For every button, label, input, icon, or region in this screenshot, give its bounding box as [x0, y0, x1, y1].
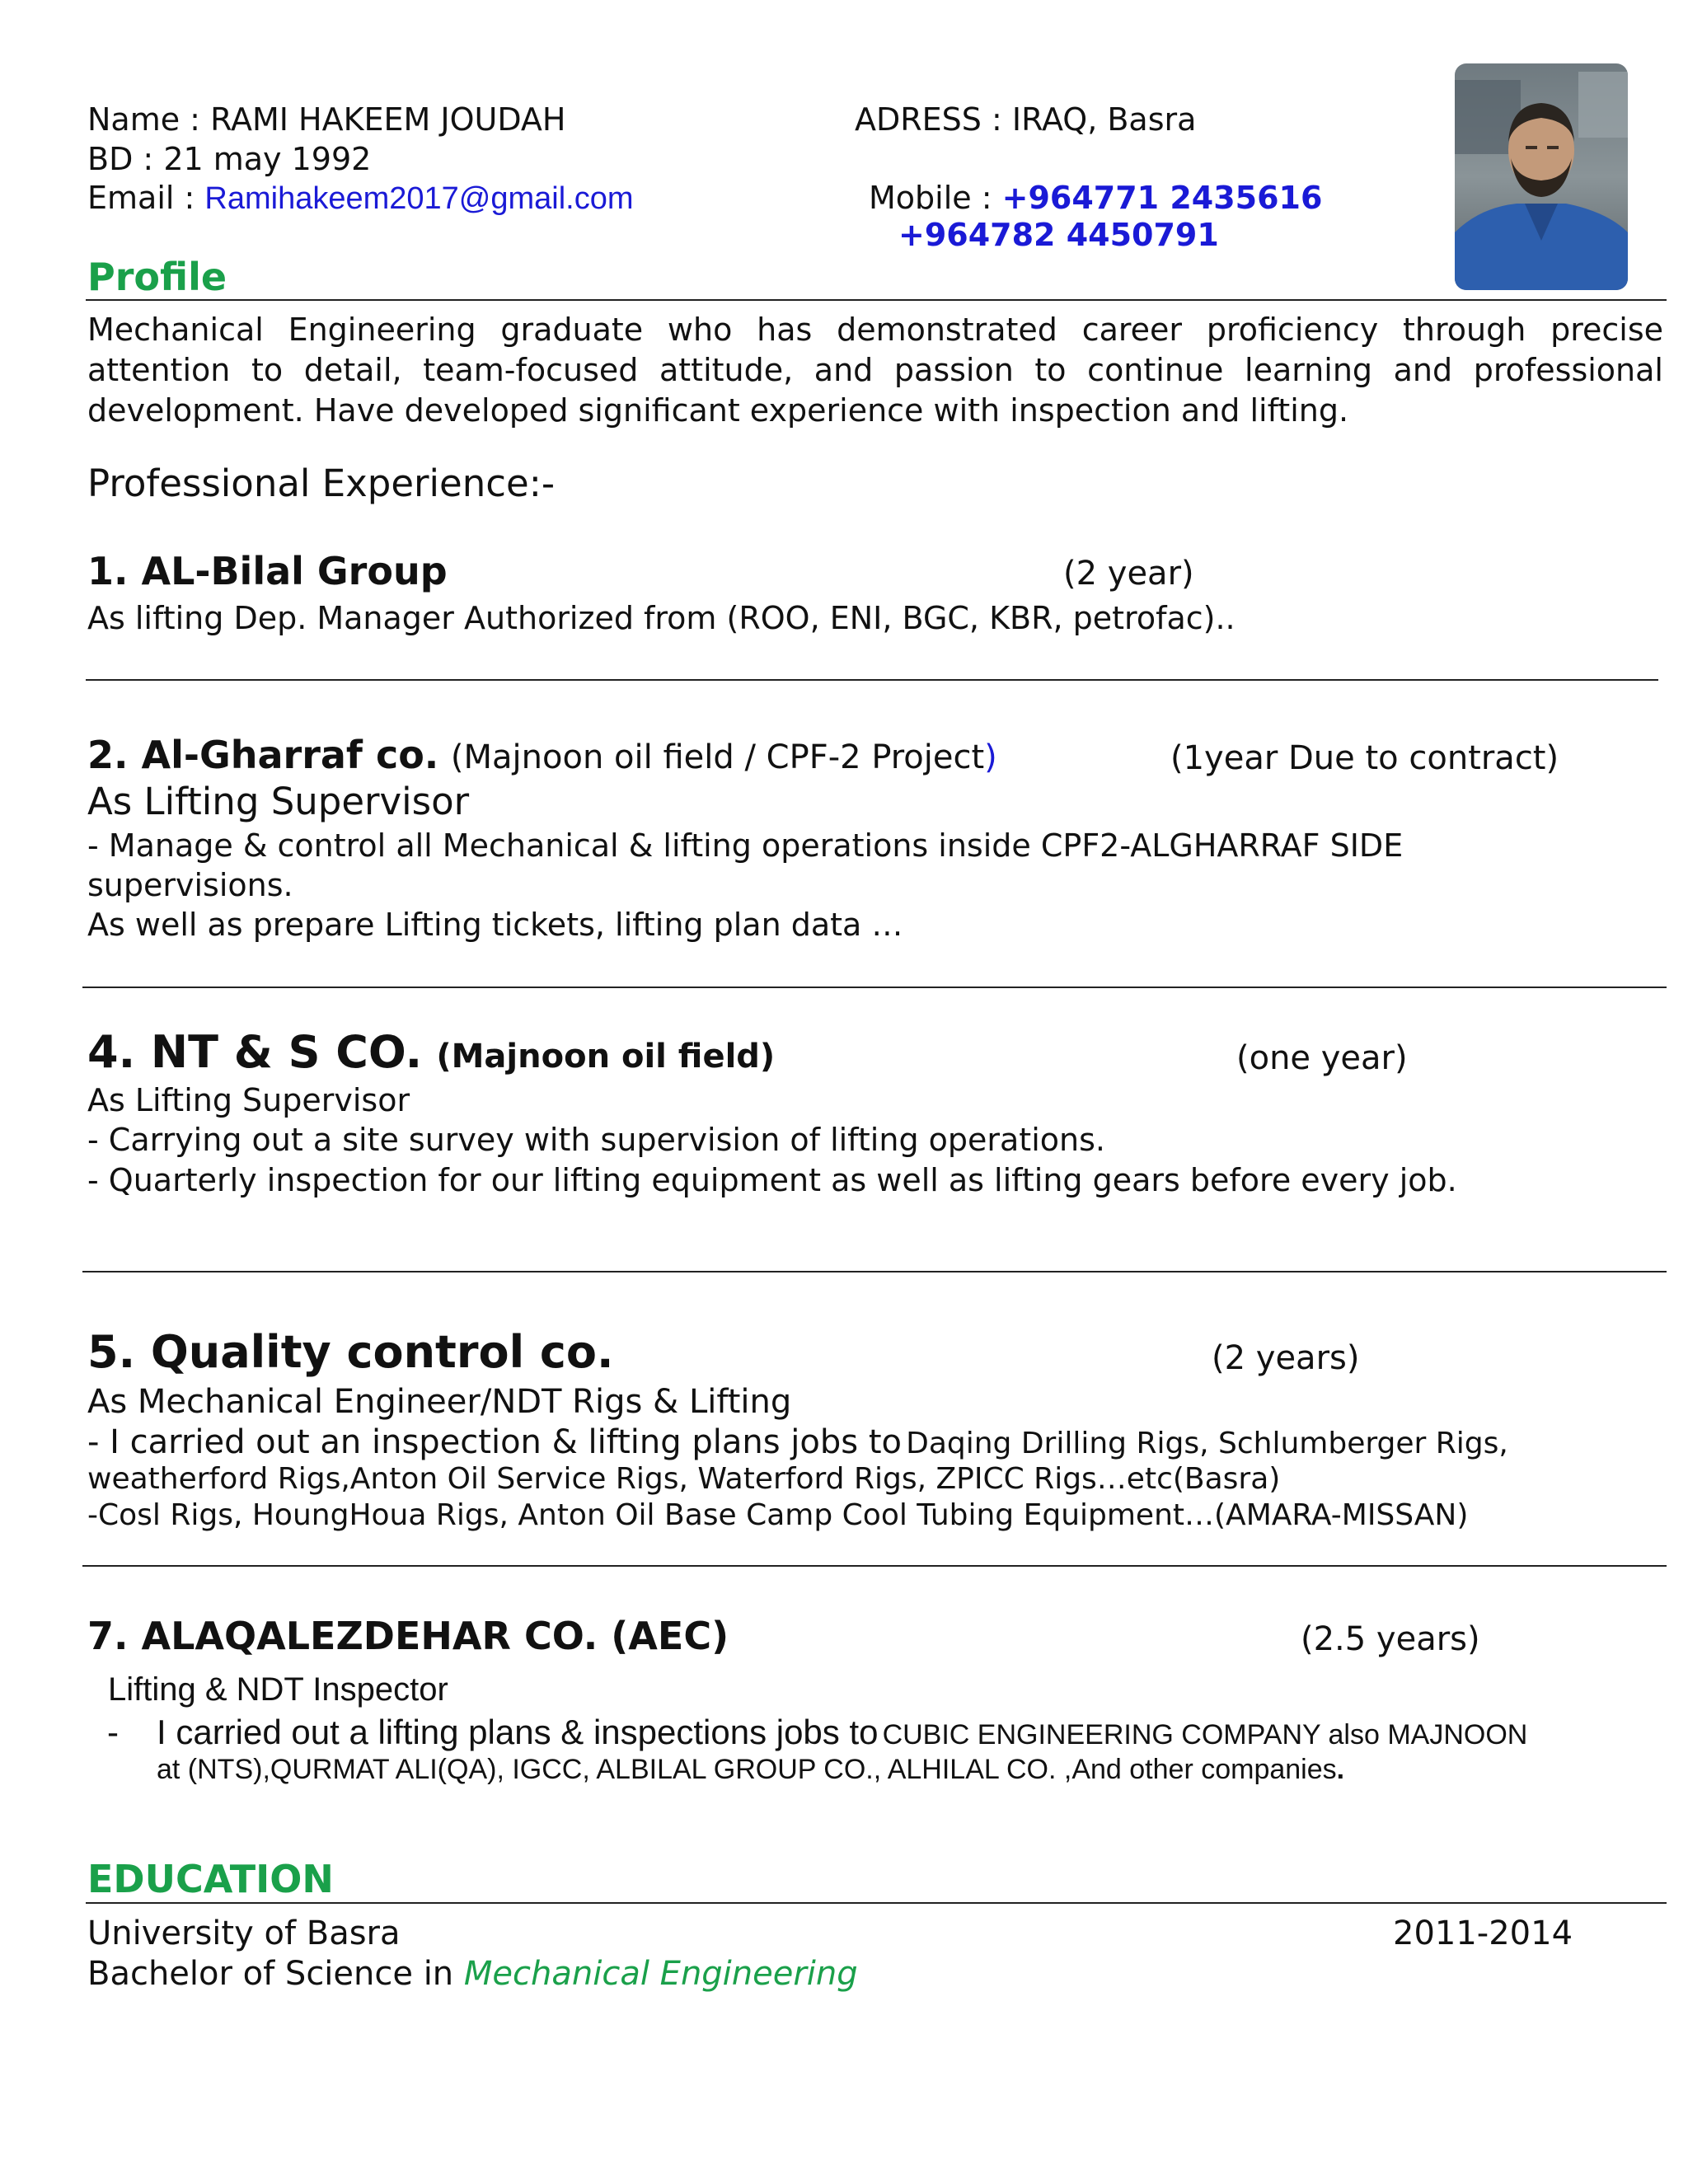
job-7-line-1-b: CUBIC ENGINEERING COMPANY also MAJNOON [882, 1719, 1528, 1750]
job-4-divider [82, 1271, 1667, 1272]
job-1-line-1: As lifting Dep. Manager Authorized from (ROO, ENI, BGC, KBR, petrofac).. [87, 600, 1236, 636]
education-degree-field: Mechanical Engineering [463, 1955, 858, 1993]
job-1-duration: (2 year) [1063, 555, 1194, 593]
bd-value: 21 may 1992 [163, 141, 372, 177]
experience-heading: Professional Experience:- [87, 462, 556, 505]
name-value: RAMI HAKEEM JOUDAH [210, 101, 566, 138]
job-2-role: As Lifting Supervisor [87, 780, 470, 823]
address-label: ADRESS : [855, 101, 1002, 138]
job-7-line-2-text: at (NTS),QURMAT ALI(QA), IGCC, ALBILAL GROUP CO., ALHILAL CO. ,And other companies [157, 1754, 1337, 1785]
mobile-label: Mobile : [869, 180, 992, 216]
address-line [855, 101, 1196, 138]
job-7-role: Lifting & NDT Inspector [108, 1671, 448, 1708]
education-heading: EDUCATION [87, 1857, 334, 1901]
education-degree [87, 1954, 858, 1994]
job-7-line-1 [157, 1712, 1527, 1755]
job-7-title: 7. ALAQALEZDEHAR CO. (AEC) [87, 1614, 729, 1658]
job-7-bullet: - [107, 1713, 119, 1751]
job-1-title: 1. AL-Bilal Group [87, 549, 448, 593]
name-label: Name : [87, 101, 200, 138]
mobile-number-1: +964771 2435616 [1001, 180, 1323, 216]
job-2-subtitle-end: ) [984, 738, 997, 776]
email-label: Email : [87, 180, 195, 216]
person-photo-icon [1455, 63, 1628, 290]
mobile-line [869, 179, 1322, 217]
job-5-line-1-b: Daqing Drilling Rigs, Schlumberger Rigs, [906, 1427, 1508, 1460]
education-school: University of Basra [87, 1915, 401, 1952]
job-5-line-2: weatherford Rigs,Anton Oil Service Rigs, Waterford Rigs, ZPICC Rigs…etc(Basra) [87, 1462, 1281, 1496]
job-7-duration: (2.5 years) [1301, 1620, 1480, 1658]
birthdate-line [87, 140, 371, 178]
job-2-heading-line [87, 732, 997, 780]
job-5-line-3: -Cosl Rigs, HoungHoua Rigs, Anton Oil Base Camp Cool Tubing Equipment…(AMARA-MISSAN) [87, 1498, 1469, 1532]
job-4-line-2: - Quarterly inspection for our lifting equipment as well as lifting gears before every job. [87, 1162, 1457, 1198]
email-link[interactable]: Ramihakeem2017@gmail.com [204, 181, 634, 216]
job-2-line-1: - Manage & control all Mechanical & lifting operations inside CPF2-ALGHARRAF SIDE [87, 827, 1404, 864]
job-2-divider [82, 987, 1667, 988]
job-5-divider [82, 1565, 1667, 1567]
job-2-subtitle: (Majnoon oil field / CPF-2 Project [450, 738, 985, 776]
job-4-title: 4. NT & S CO. [87, 1026, 423, 1078]
profile-divider [86, 299, 1667, 301]
education-divider [86, 1902, 1667, 1904]
job-4-line-1: - Carrying out a site survey with supervision of lifting operations. [87, 1122, 1105, 1158]
job-5-role: As Mechanical Engineer/NDT Rigs & Lifting [87, 1383, 792, 1421]
job-2-line-2: supervisions. [87, 867, 293, 903]
job-4-role: As Lifting Supervisor [87, 1082, 410, 1118]
email-line [87, 179, 634, 218]
job-7-line-1-a: I carried out a lifting plans & inspections jobs to [157, 1713, 879, 1751]
job-5-line-1-a: - I carried out an inspection & lifting plans jobs to [87, 1423, 902, 1461]
bd-label: BD : [87, 141, 154, 177]
education-degree-prefix: Bachelor of Science in [87, 1955, 454, 1993]
job-1-divider [86, 679, 1658, 681]
mobile-number-2: +964782 4450791 [898, 217, 1219, 253]
job-7-line-2-end: . [1336, 1754, 1345, 1785]
job-2-line-3: As well as prepare Lifting tickets, lifting plan data … [87, 907, 903, 943]
job-2-title: 2. Al-Gharraf co. [87, 733, 439, 777]
job-4-duration: (one year) [1236, 1039, 1408, 1077]
address-value: IRAQ, Basra [1011, 101, 1197, 138]
job-5-line-1 [87, 1422, 1508, 1462]
name-line [87, 101, 566, 138]
job-5-duration: (2 years) [1212, 1339, 1360, 1377]
profile-heading: Profile [87, 255, 227, 299]
job-7-line-2 [157, 1752, 1344, 1787]
job-4-heading-line [87, 1027, 775, 1082]
profile-photo [1455, 63, 1628, 290]
job-4-subtitle: (Majnoon oil field) [436, 1038, 776, 1076]
job-2-duration: (1year Due to contract) [1170, 739, 1559, 777]
education-years: 2011-2014 [1393, 1915, 1573, 1952]
profile-summary: Mechanical Engineering graduate who has demonstrated career proficiency through precise attention to detail, team-focused attitude, and passion to continue learning and professional development. Have developed significant experience with inspection and lifting. [87, 312, 1663, 429]
job-5-title: 5. Quality control co. [87, 1326, 614, 1378]
